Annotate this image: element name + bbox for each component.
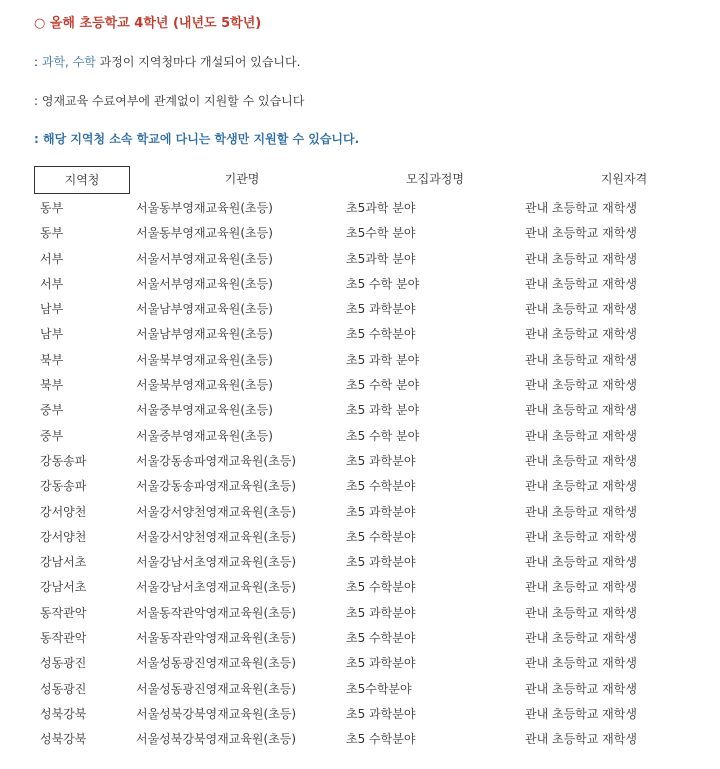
cell-course: 초5수학분야 [346,681,412,696]
cell-region: 성북강북 [40,732,87,747]
cell-qualification: 관내 초등학교 재학생 [525,504,637,519]
cell-institution: 서울서부영재교육원(초등) [136,251,273,266]
cell-qualification: 관내 초등학교 재학생 [525,276,637,291]
cell-region: 성동광진 [40,656,87,671]
cell-course: 초5 과학분야 [346,453,416,468]
table-row [34,220,694,245]
cell-region: 서부 [40,276,64,291]
cell-institution: 서울서부영재교육원(초등) [136,276,273,291]
table-row [34,271,694,296]
cell-course: 초5 수학분야 [346,631,416,646]
cell-region: 동작관악 [40,631,87,646]
cell-course: 초5 과학분야 [346,656,416,671]
table-row [34,246,694,271]
table-row [34,347,694,372]
cell-course: 초5과학 분야 [346,251,416,266]
cell-institution: 서울동부영재교육원(초등) [136,226,273,241]
cell-region: 동부 [40,226,64,241]
cell-institution: 서울강남서초영재교육원(초등) [136,555,297,570]
table-row [34,499,694,524]
cell-region: 성북강북 [40,706,87,721]
cell-institution: 서울강서양천영재교육원(초등) [136,504,297,519]
cell-region: 강남서초 [40,580,87,595]
program-table [34,166,694,752]
cell-course: 초5 과학 분야 [346,352,420,367]
note-subjects-rest: 과정이 지역청마다 개설되어 있습니다. [95,55,301,69]
section-heading: ○ 올해 초등학교 4학년 (내년도 5학년) [34,16,262,31]
table-row [34,423,694,448]
cell-qualification: 관내 초등학교 재학생 [525,428,637,443]
cell-qualification: 관내 초등학교 재학생 [525,732,637,747]
cell-course: 초5 수학분야 [346,479,416,494]
cell-qualification: 관내 초등학교 재학생 [525,352,637,367]
cell-course: 초5 과학분야 [346,302,416,317]
cell-course: 초5 과학 분야 [346,403,420,418]
table-header [34,166,694,194]
cell-region: 강남서초 [40,555,87,570]
header-course: 모집과정명 [406,172,464,186]
table-body [34,195,694,752]
cell-institution: 서울중부영재교육원(초등) [136,403,273,418]
table-row [34,625,694,650]
cell-region: 북부 [40,378,64,393]
cell-qualification: 관내 초등학교 재학생 [525,226,637,241]
cell-institution: 서울강남서초영재교육원(초등) [136,580,297,595]
cell-region: 동부 [40,201,64,215]
table-row [34,701,694,726]
cell-region: 중부 [40,403,64,418]
cell-course: 초5과학 분야 [346,201,416,215]
cell-institution: 서울북부영재교육원(초등) [136,352,273,367]
cell-qualification: 관내 초등학교 재학생 [525,681,637,696]
cell-qualification: 관내 초등학교 재학생 [525,580,637,595]
cell-institution: 서울성동광진영재교육원(초등) [136,656,297,671]
table-row [34,372,694,397]
cell-region: 남부 [40,327,64,342]
cell-institution: 서울동작관악영재교육원(초등) [136,631,297,646]
table-row [34,574,694,599]
cell-region: 중부 [40,428,64,443]
cell-qualification: 관내 초등학교 재학생 [525,706,637,721]
cell-region: 북부 [40,352,64,367]
cell-region: 서부 [40,251,64,266]
cell-institution: 서울동작관악영재교육원(초등) [136,605,297,620]
cell-course: 초5 수학분야 [346,529,416,544]
table-row [34,296,694,321]
cell-institution: 서울성동광진영재교육원(초등) [136,681,297,696]
table-row [34,397,694,422]
cell-institution: 서울중부영재교육원(초등) [136,428,273,443]
cell-qualification: 관내 초등학교 재학생 [525,605,637,620]
cell-qualification: 관내 초등학교 재학생 [525,529,637,544]
cell-institution: 서울성북강북영재교육원(초등) [136,706,297,721]
note-subjects-prefix: : [34,55,42,69]
cell-qualification: 관내 초등학교 재학생 [525,631,637,646]
cell-institution: 서울북부영재교육원(초등) [136,378,273,393]
table-row [34,650,694,675]
cell-region: 강서양천 [40,504,87,519]
note-eligibility: : 영재교육 수료여부에 관계없이 지원할 수 있습니다 [34,94,305,108]
table-row [34,473,694,498]
table-row [34,195,694,220]
cell-institution: 서울남부영재교육원(초등) [136,327,273,342]
table-row [34,600,694,625]
table-row [34,321,694,346]
cell-region: 남부 [40,302,64,317]
note-subjects [34,53,300,70]
cell-institution: 서울강서양천영재교육원(초등) [136,529,297,544]
cell-region: 강동송파 [40,453,87,468]
table-row [34,549,694,574]
cell-institution: 서울성북강북영재교육원(초등) [136,732,297,747]
cell-institution: 서울남부영재교육원(초등) [136,302,273,317]
cell-qualification: 관내 초등학교 재학생 [525,479,637,494]
table-row [34,524,694,549]
cell-qualification: 관내 초등학교 재학생 [525,555,637,570]
cell-course: 초5 과학분야 [346,555,416,570]
cell-institution: 서울강동송파영재교육원(초등) [136,453,297,468]
cell-course: 초5 수학분야 [346,580,416,595]
cell-institution: 서울강동송파영재교육원(초등) [136,479,297,494]
cell-region: 강동송파 [40,479,87,494]
header-qualification: 지원자격 [600,172,648,186]
cell-qualification: 관내 초등학교 재학생 [525,302,637,317]
cell-course: 초5 과학분야 [346,605,416,620]
cell-qualification: 관내 초등학교 재학생 [525,403,637,418]
header-institution: 기관명 [224,172,260,186]
cell-course: 초5수학 분야 [346,226,416,241]
cell-region: 동작관악 [40,605,87,620]
table-row [34,726,694,751]
cell-course: 초5 수학 분야 [346,378,420,393]
cell-course: 초5 수학 분야 [346,428,420,443]
table-row [34,448,694,473]
cell-qualification: 관내 초등학교 재학생 [525,453,637,468]
cell-qualification: 관내 초등학교 재학생 [525,378,637,393]
note-school-restriction: : 해당 지역청 소속 학교에 다니는 학생만 지원할 수 있습니다. [34,132,360,146]
cell-qualification: 관내 초등학교 재학생 [525,656,637,671]
cell-qualification: 관내 초등학교 재학생 [525,327,637,342]
cell-qualification: 관내 초등학교 재학생 [525,251,637,266]
cell-region: 강서양천 [40,529,87,544]
cell-qualification: 관내 초등학교 재학생 [525,201,637,215]
note-subjects-highlight: 과학, 수학 [41,55,96,69]
cell-course: 초5 수학분야 [346,327,416,342]
table-row [34,676,694,701]
cell-course: 초5 수학 분야 [346,276,420,291]
cell-course: 초5 과학분야 [346,504,416,519]
cell-region: 성동광진 [40,681,87,696]
header-region: 지역청 [34,166,130,194]
cell-course: 초5 수학분야 [346,732,416,747]
cell-institution: 서울동부영재교육원(초등) [136,201,273,215]
cell-course: 초5 과학분야 [346,706,416,721]
